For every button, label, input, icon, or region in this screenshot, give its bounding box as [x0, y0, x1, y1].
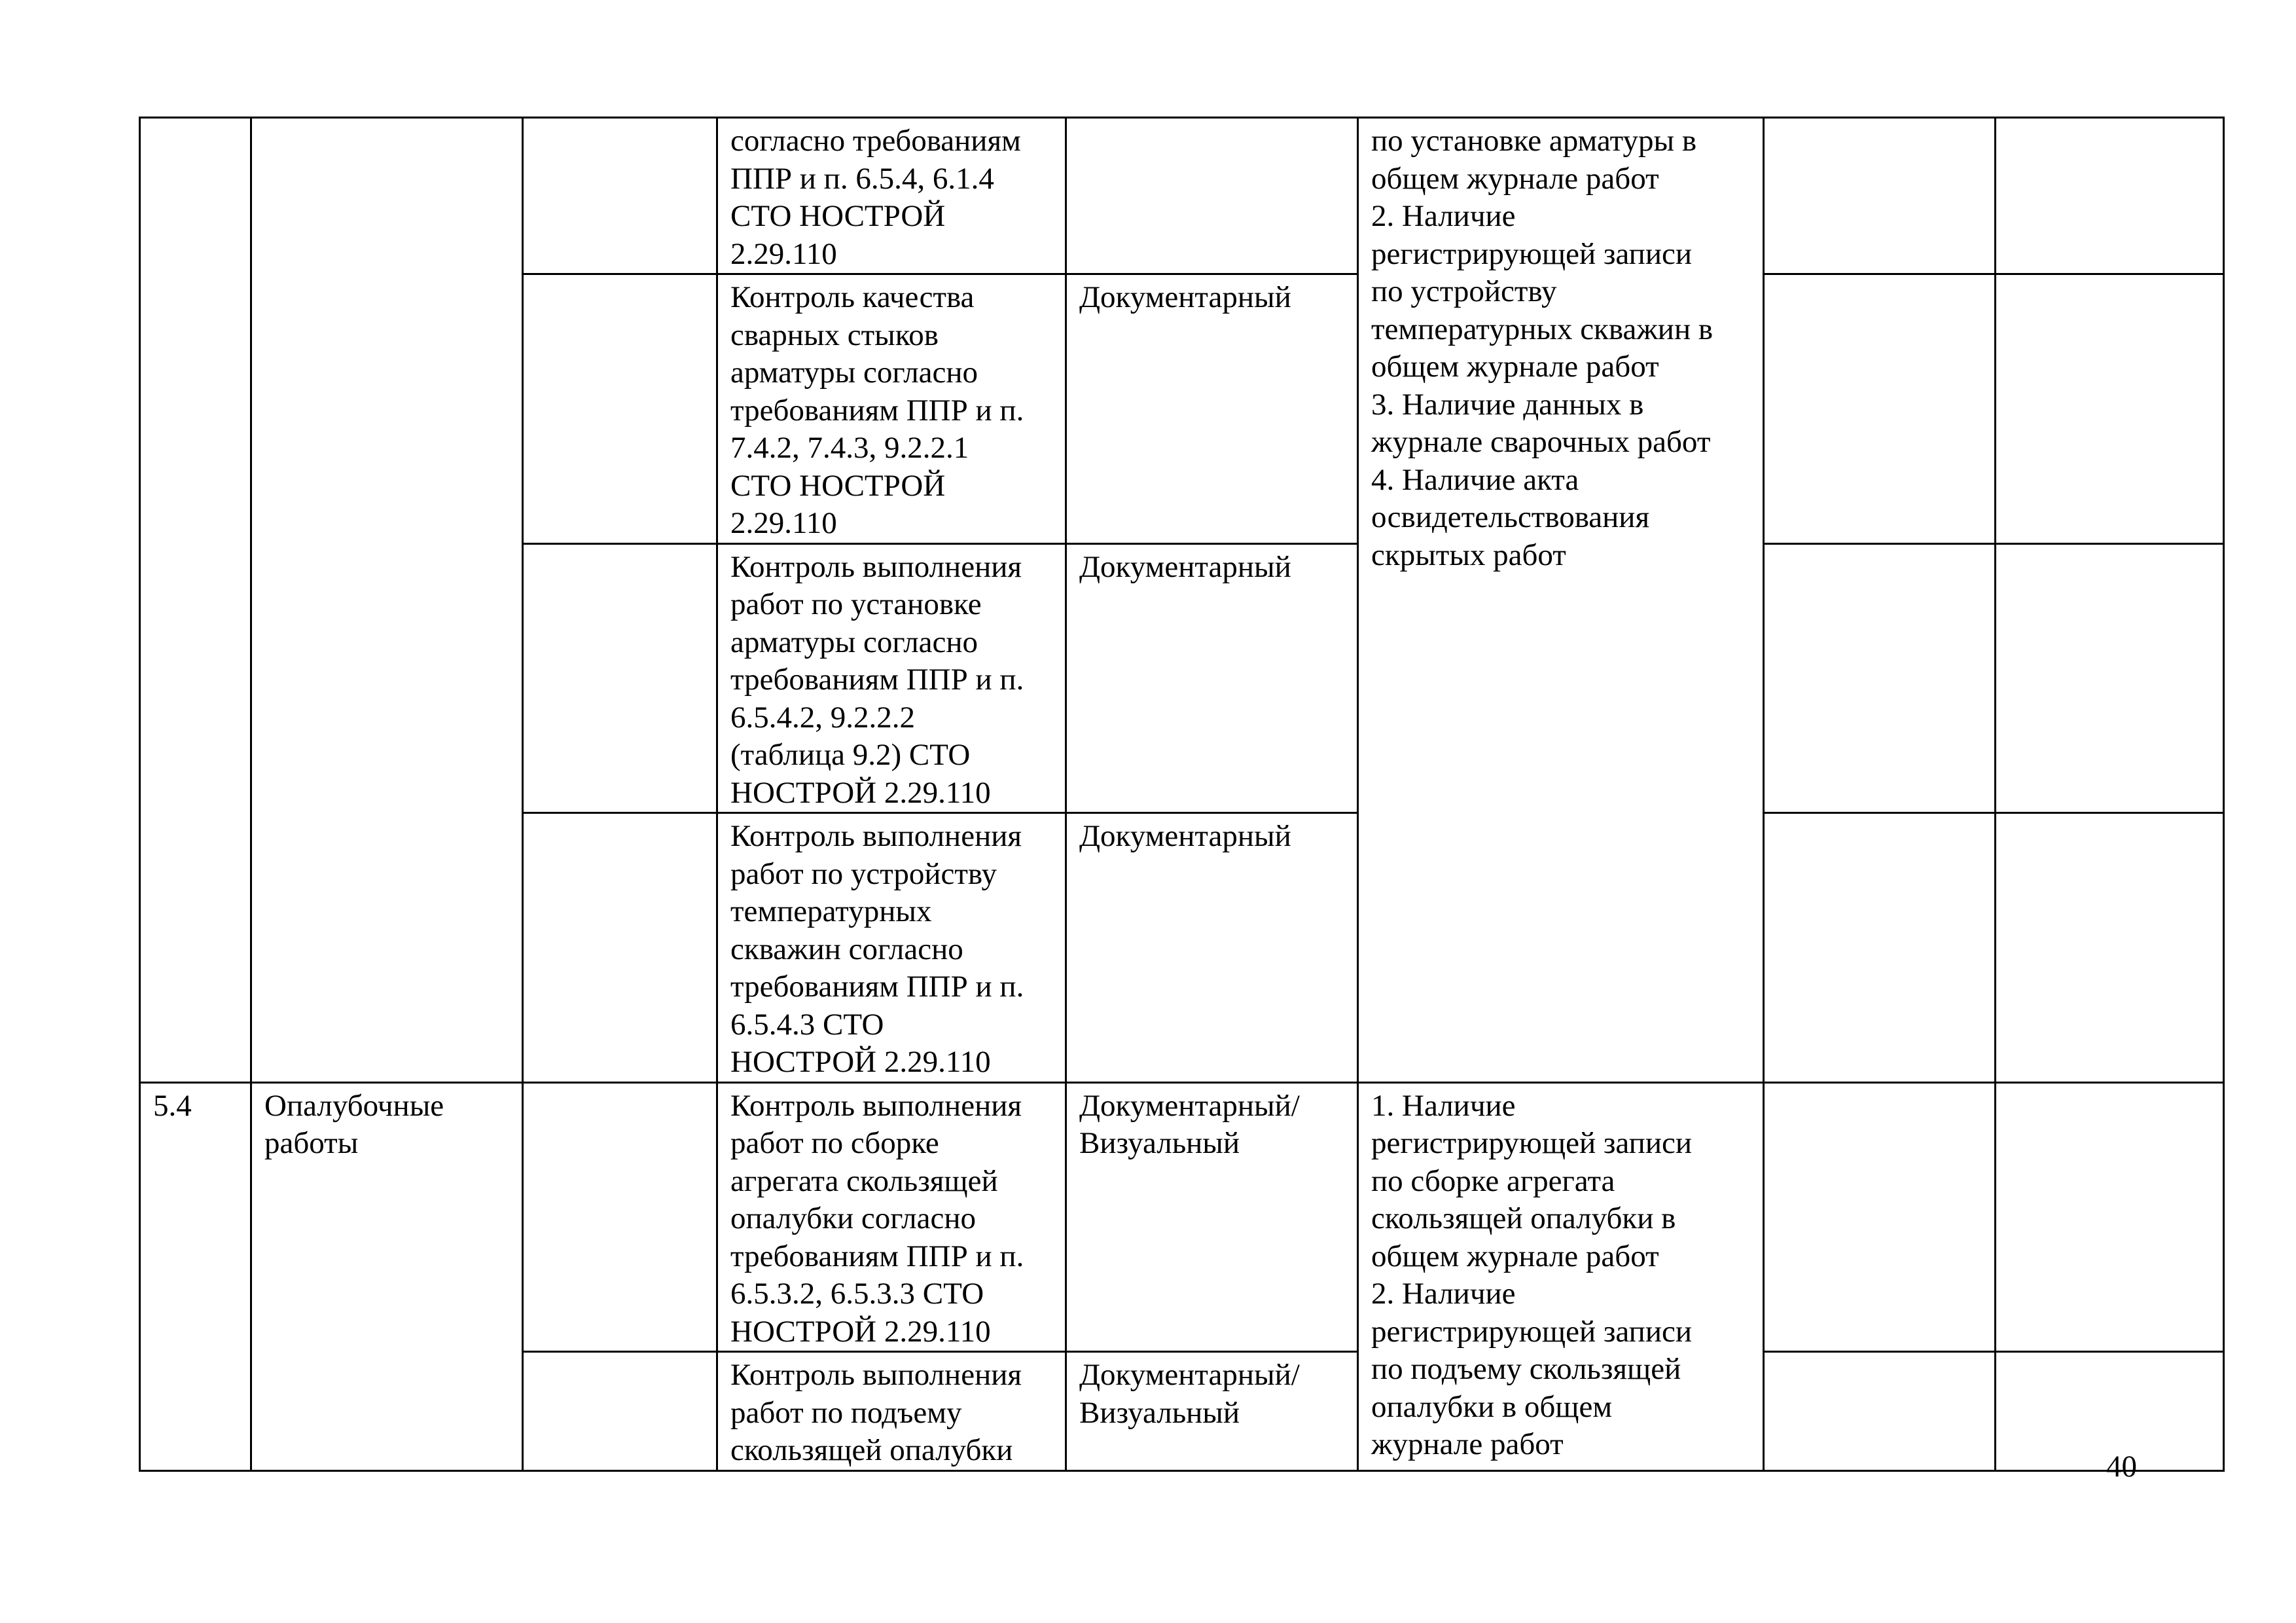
empty-cell	[1996, 1082, 2224, 1352]
table-row	[140, 1082, 2224, 1352]
section-name-cell-empty	[251, 118, 523, 1083]
empty-cell	[1996, 118, 2224, 274]
section-number-cell: 5.4	[140, 1082, 251, 1470]
empty-cell	[1764, 1082, 1996, 1352]
task-cell: согласно требованиям ППР и п. 6.5.4, 6.1.4 СТО НОСТРОЙ 2.29.110	[717, 118, 1066, 274]
empty-cell	[1764, 1352, 1996, 1471]
method-cell: Документарный/ Визуальный	[1066, 1082, 1358, 1352]
task-cell: Контроль выполнения работ по установке арматуры согласно требованиям ППР и п. 6.5.4.2, 9.2.2.2 (таблица 9.2) СТО НОСТРОЙ 2.29.110	[717, 543, 1066, 813]
empty-cell	[1996, 543, 2224, 813]
task-cell: Контроль выполнения работ по устройству температурных скважин согласно требованиям ППР и п. 6.5.4.3 СТО НОСТРОЙ 2.29.110	[717, 813, 1066, 1083]
section-name-cell: Опалубочные работы	[251, 1082, 523, 1470]
empty-cell	[1764, 813, 1996, 1083]
empty-cell	[523, 543, 717, 813]
evidence-cell: по установке арматуры в общем журнале работ 2. Наличие регистрирующей записи по устройству температурных скважин в общем журнале работ 3. Наличие данных в журнале сварочных работ 4. Наличие акта освидетельствования скрытых работ	[1358, 118, 1764, 1083]
empty-cell	[1764, 118, 1996, 274]
empty-cell	[1764, 543, 1996, 813]
empty-cell	[523, 813, 717, 1083]
empty-cell	[1764, 274, 1996, 544]
empty-cell	[523, 118, 717, 274]
page-number: 40	[2106, 1450, 2137, 1484]
task-cell: Контроль выполнения работ по сборке агрегата скользящей опалубки согласно требованиям ППР и п. 6.5.3.2, 6.5.3.3 СТО НОСТРОЙ 2.29.110	[717, 1082, 1066, 1352]
method-cell: Документарный	[1066, 274, 1358, 544]
method-cell: Документарный	[1066, 543, 1358, 813]
task-cell: Контроль выполнения работ по подъему скользящей опалубки	[717, 1352, 1066, 1471]
method-cell-empty	[1066, 118, 1358, 274]
empty-cell	[523, 1352, 717, 1471]
empty-cell	[523, 274, 717, 544]
control-table	[139, 117, 2225, 1472]
empty-cell	[1996, 813, 2224, 1083]
empty-cell	[1996, 274, 2224, 544]
empty-cell	[523, 1082, 717, 1352]
evidence-cell: 1. Наличие регистрирующей записи по сборке агрегата скользящей опалубки в общем журнале работ 2. Наличие регистрирующей записи по подъему скользящей опалубки в общем журнале работ	[1358, 1082, 1764, 1470]
method-cell: Документарный	[1066, 813, 1358, 1083]
table-row	[140, 118, 2224, 274]
method-cell: Документарный/ Визуальный	[1066, 1352, 1358, 1471]
task-cell: Контроль качества сварных стыков арматуры согласно требованиям ППР и п. 7.4.2, 7.4.3, 9.2.2.1 СТО НОСТРОЙ 2.29.110	[717, 274, 1066, 544]
section-number-cell-empty	[140, 118, 251, 1083]
